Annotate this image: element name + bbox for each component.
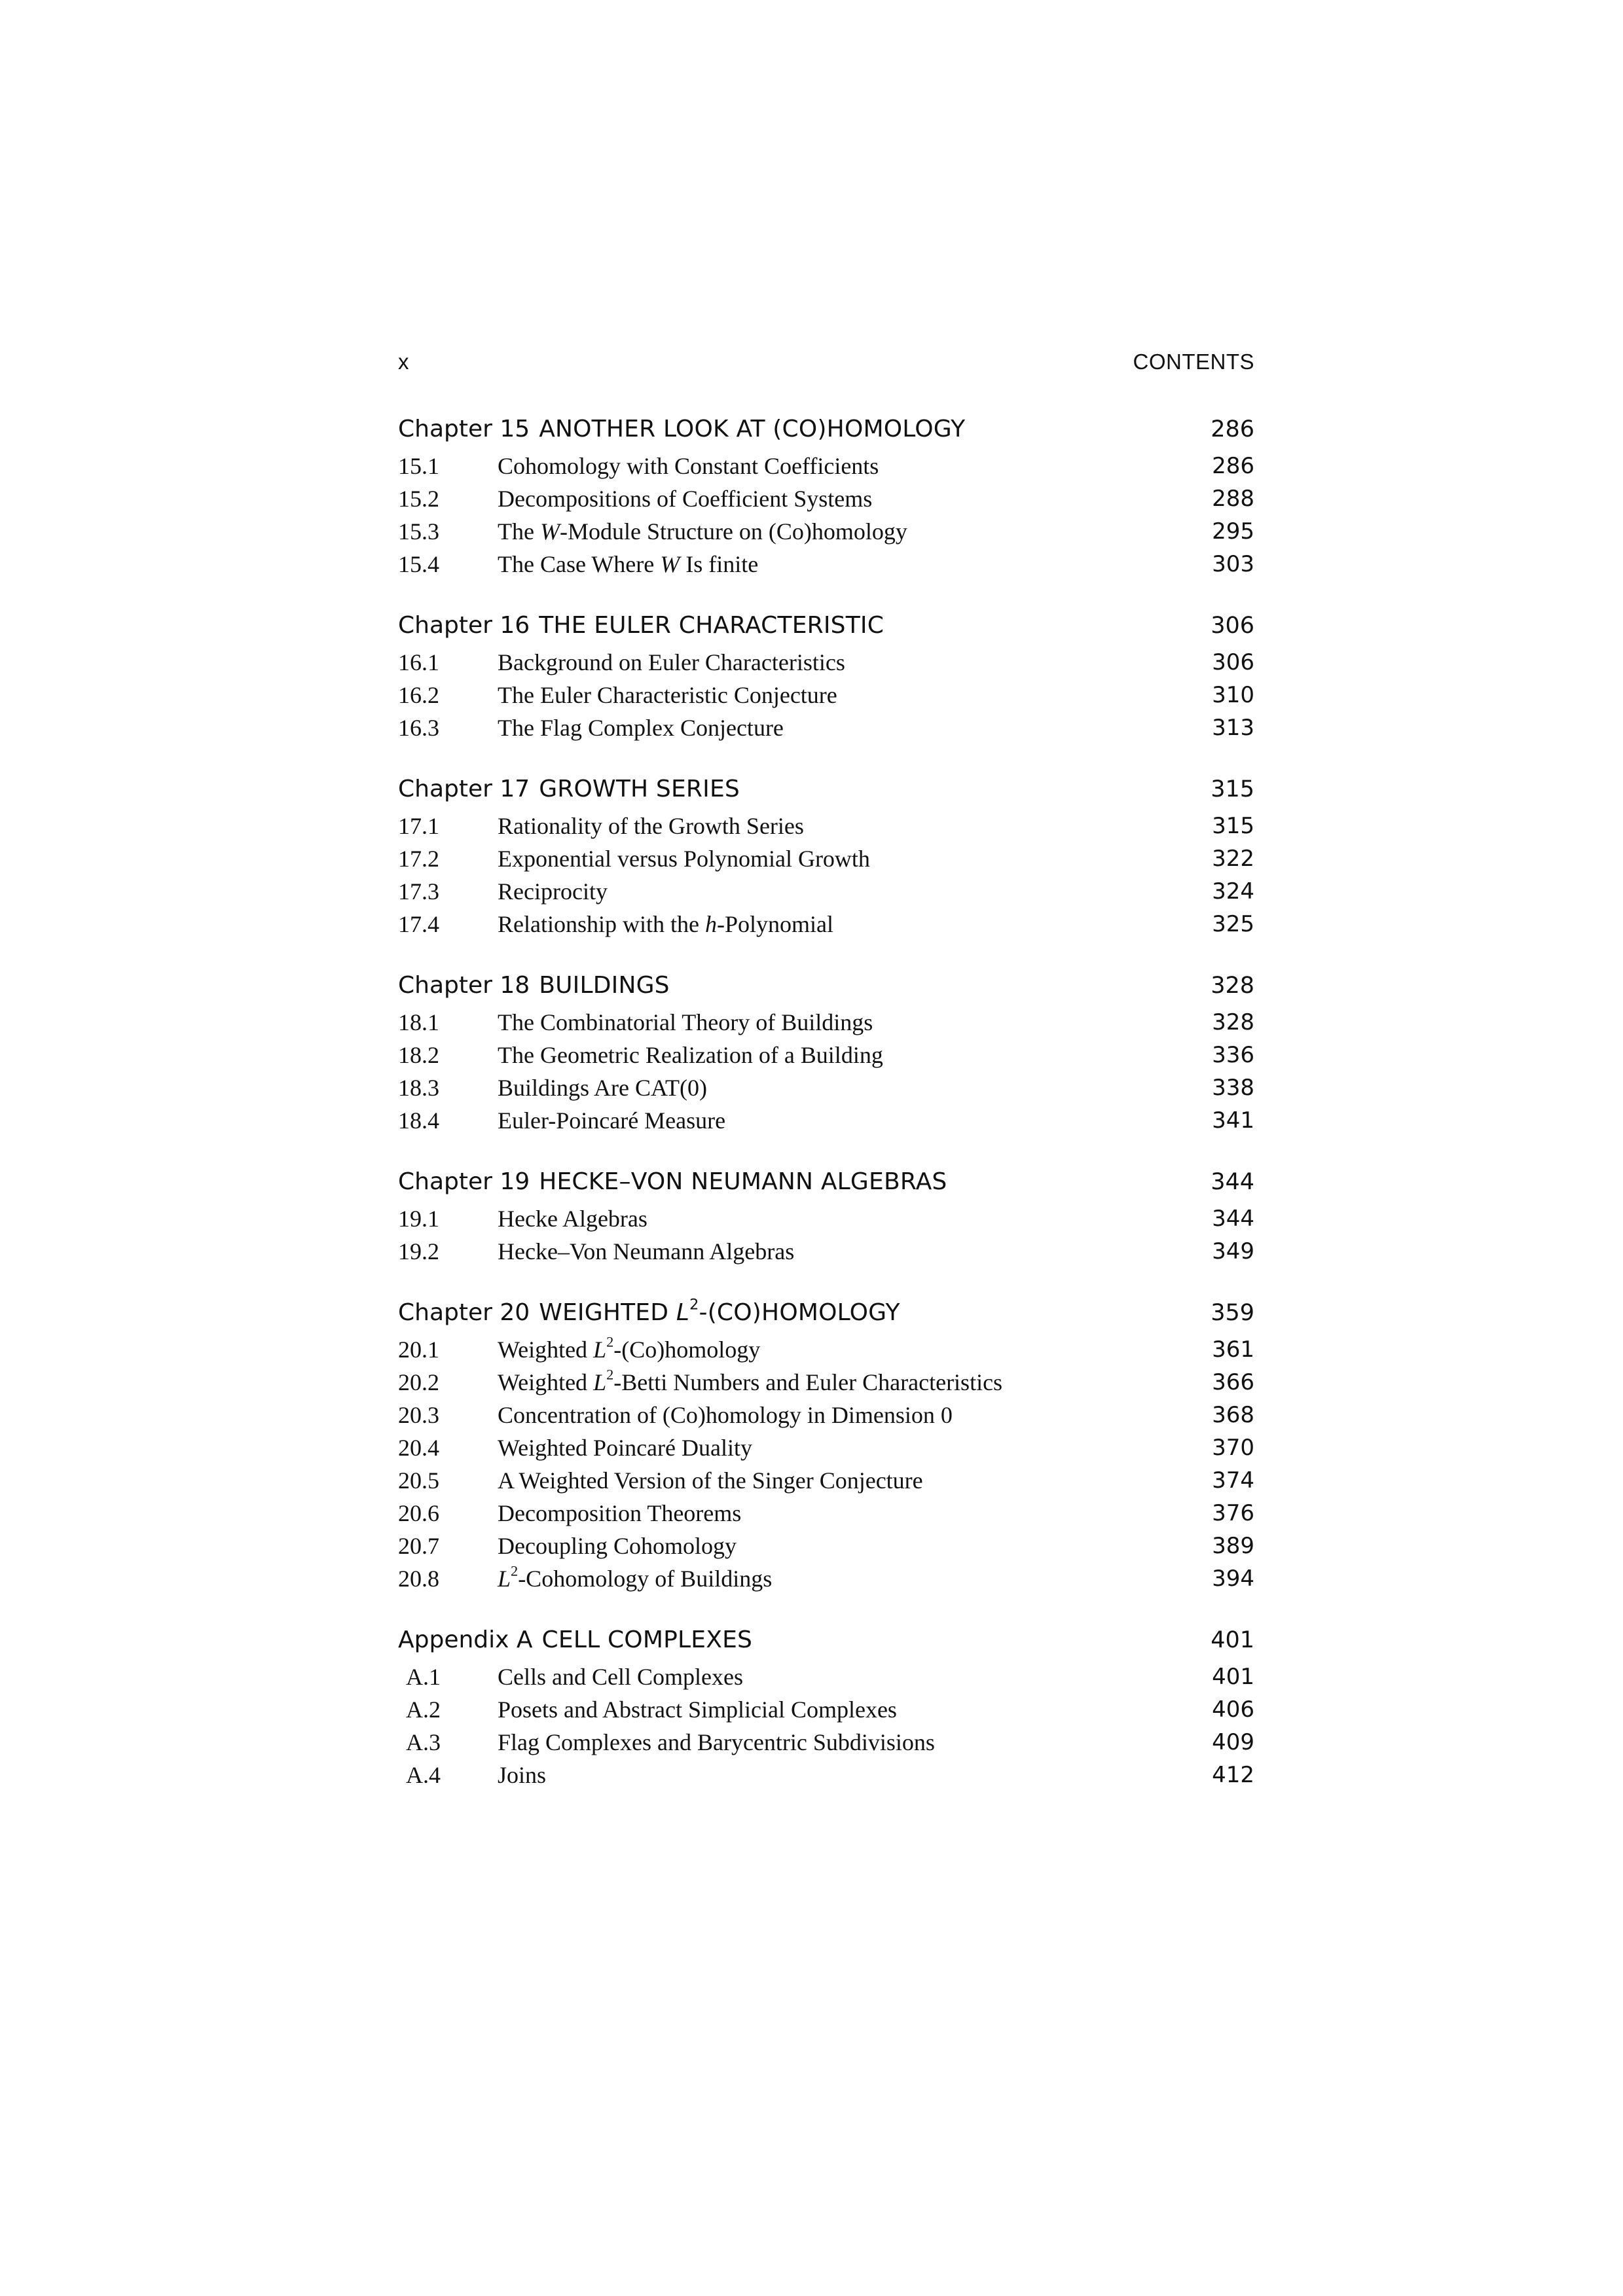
toc-entry[interactable] [398,1366,1254,1399]
section-page: 344 [1212,1206,1254,1232]
chapter-label: Chapter 16 [398,612,530,639]
chapter-18 [398,965,1254,1137]
toc-entry[interactable] [398,1464,1254,1497]
page-number: x [398,350,409,374]
section-page: 389 [1212,1533,1254,1559]
chapter-heading[interactable] [398,769,1254,810]
section-title: Decoupling Cohomology [498,1533,737,1559]
section-page: 313 [1212,715,1254,741]
chapter-heading[interactable] [398,409,1254,450]
chapter-label: Chapter 20 [398,1299,530,1326]
section-number: 20.8 [398,1566,439,1592]
section-number: 16.2 [398,682,439,708]
toc-entry[interactable] [398,1071,1254,1104]
chapter-title: GROWTH SERIES [539,776,740,802]
section-title: The W-Module Structure on (Co)homology [498,518,907,545]
section-page: 325 [1212,911,1254,937]
chapter-label: Chapter 15 [398,416,530,442]
section-number: 20.6 [398,1500,439,1526]
section-number: 15.1 [398,453,439,479]
toc-entry[interactable] [398,711,1254,744]
toc-entry[interactable] [398,646,1254,679]
chapter-page: 306 [1211,613,1254,639]
section-page: 349 [1212,1238,1254,1265]
section-title: Weighted $L^2-(Co)homology$ [498,1333,761,1363]
section-page: 361 [1212,1336,1254,1363]
section-page: 303 [1212,551,1254,577]
appendix-a [398,1620,1254,1791]
section-page: 310 [1212,682,1254,708]
chapter-page: 315 [1211,776,1254,802]
chapter-page: 286 [1211,416,1254,442]
section-title: Concentration of (Co)homology in Dimension 0 [498,1402,953,1428]
section-title: Cohomology with Constant Coefficients [498,453,879,479]
toc-entry[interactable] [398,1104,1254,1137]
chapter-15 [398,409,1254,581]
section-page: 412 [1212,1762,1254,1788]
section-number: A.4 [406,1762,441,1788]
toc-entry[interactable] [398,1399,1254,1431]
running-title: CONTENTS [1133,350,1254,374]
section-page: 315 [1212,813,1254,839]
section-page: 322 [1212,846,1254,872]
toc-entry[interactable] [398,810,1254,842]
section-number: 20.7 [398,1533,439,1559]
toc-entry[interactable] [398,1759,1254,1791]
chapter-heading[interactable] [398,1620,1254,1660]
table-of-contents [398,409,1254,1816]
chapter-title: CELL COMPLEXES [541,1626,753,1653]
section-title: A Weighted Version of the Singer Conjecture [498,1467,923,1494]
section-number: A.2 [406,1696,441,1723]
chapter-label: Chapter 19 [398,1168,530,1195]
section-title: Weighted $L^2$-Betti Numbers and Euler Characteristics [498,1366,1003,1395]
section-number: 17.4 [398,911,439,937]
toc-entry[interactable] [398,1660,1254,1693]
section-title: Euler-Poincaré Measure [498,1107,726,1134]
section-title: $L^2$-Cohomology of Buildings [498,1562,773,1592]
toc-entry[interactable] [398,875,1254,908]
section-title: The Case Where W Is finite [498,551,759,577]
toc-entry[interactable] [398,1562,1254,1595]
toc-entry[interactable] [398,679,1254,711]
section-title: Background on Euler Characteristics [498,649,845,675]
section-number: 19.2 [398,1238,439,1265]
section-page: 368 [1212,1402,1254,1428]
section-title: Relationship with the h-Polynomial [498,911,833,937]
chapter-16 [398,605,1254,744]
section-title: The Euler Characteristic Conjecture [498,682,837,708]
section-title: Hecke–Von Neumann Algebras [498,1238,795,1265]
section-number: 20.3 [398,1402,439,1428]
chapter-20 [398,1293,1254,1595]
toc-entry[interactable] [398,1726,1254,1759]
toc-entry[interactable] [398,1006,1254,1039]
section-number: 15.3 [398,518,439,545]
toc-entry[interactable] [398,842,1254,875]
section-page: 295 [1212,518,1254,545]
chapter-page: 328 [1211,973,1254,999]
toc-entry[interactable] [398,1039,1254,1071]
section-title: Posets and Abstract Simplicial Complexes [498,1696,897,1723]
section-page: 324 [1212,878,1254,905]
chapter-page: 344 [1211,1169,1254,1195]
section-title: The Combinatorial Theory of Buildings [498,1009,873,1035]
section-title: Reciprocity [498,878,608,905]
toc-entry[interactable] [398,548,1254,581]
chapter-heading[interactable] [398,1162,1254,1202]
section-title: The Geometric Realization of a Building [498,1042,883,1068]
toc-entry[interactable] [398,1431,1254,1464]
chapter-label: Appendix A [398,1626,533,1653]
section-number: 18.3 [398,1075,439,1101]
section-number: 20.2 [398,1369,439,1395]
toc-entry[interactable] [398,1497,1254,1530]
toc-entry[interactable] [398,450,1254,482]
section-title: Weighted Poincaré Duality [498,1435,752,1461]
section-page: 336 [1212,1042,1254,1068]
section-page: 394 [1212,1566,1254,1592]
chapter-19 [398,1162,1254,1268]
section-number: 20.4 [398,1435,439,1461]
toc-entry[interactable] [398,908,1254,941]
toc-entry[interactable] [398,1530,1254,1562]
chapter-heading[interactable] [398,605,1254,646]
toc-entry[interactable] [398,1202,1254,1235]
chapter-page: 401 [1211,1627,1254,1653]
section-page: 288 [1212,486,1254,512]
chapter-title: THE EULER CHARACTERISTIC [539,612,884,639]
section-page: 401 [1212,1664,1254,1690]
section-page: 341 [1212,1107,1254,1134]
section-title: Decompositions of Coefficient Systems [498,486,873,512]
section-number: 19.1 [398,1206,439,1232]
section-page: 374 [1212,1467,1254,1494]
section-number: 16.1 [398,649,439,675]
toc-entry[interactable] [398,482,1254,515]
section-title: Flag Complexes and Barycentric Subdivisions [498,1729,935,1755]
section-number: 18.2 [398,1042,439,1068]
chapter-label: Chapter 17 [398,776,530,802]
section-title: The Flag Complex Conjecture [498,715,784,741]
section-number: A.3 [406,1729,441,1755]
section-number: 18.4 [398,1107,439,1134]
section-number: A.1 [406,1664,441,1690]
section-page: 338 [1212,1075,1254,1101]
section-page: 328 [1212,1009,1254,1035]
chapter-heading[interactable] [398,1293,1254,1333]
section-number: 15.2 [398,486,439,512]
chapter-title: WEIGHTED $L^2-(CO)HOMOLOGY$ [539,1296,900,1326]
section-title: Decomposition Theorems [498,1500,742,1526]
section-title: Joins [498,1762,547,1788]
section-title: Buildings Are CAT(0) [498,1075,707,1101]
page-header [398,350,1254,382]
section-page: 409 [1212,1729,1254,1755]
toc-entry[interactable] [398,1235,1254,1268]
chapter-page: 359 [1211,1300,1254,1326]
section-page: 370 [1212,1435,1254,1461]
chapter-title: HECKE–VON NEUMANN ALGEBRAS [539,1168,947,1195]
section-page: 286 [1212,453,1254,479]
chapter-17 [398,769,1254,941]
section-page: 306 [1212,649,1254,675]
section-number: 20.1 [398,1336,439,1363]
section-number: 20.5 [398,1467,439,1494]
section-page: 376 [1212,1500,1254,1526]
section-page: 366 [1212,1369,1254,1395]
section-number: 18.1 [398,1009,439,1035]
section-title: Rationality of the Growth Series [498,813,804,839]
chapter-title: ANOTHER LOOK AT (CO)HOMOLOGY [539,416,966,442]
section-number: 17.3 [398,878,439,905]
chapter-label: Chapter 18 [398,972,530,999]
toc-entry[interactable] [398,515,1254,548]
toc-entry[interactable] [398,1693,1254,1726]
section-number: 15.4 [398,551,439,577]
chapter-heading[interactable] [398,965,1254,1006]
section-page: 406 [1212,1696,1254,1723]
section-title: Exponential versus Polynomial Growth [498,846,870,872]
section-title: Hecke Algebras [498,1206,647,1232]
section-title: Cells and Cell Complexes [498,1664,743,1690]
section-number: 17.2 [398,846,439,872]
section-number: 16.3 [398,715,439,741]
chapter-title: BUILDINGS [539,972,670,999]
section-number: 17.1 [398,813,439,839]
toc-entry[interactable] [398,1333,1254,1366]
